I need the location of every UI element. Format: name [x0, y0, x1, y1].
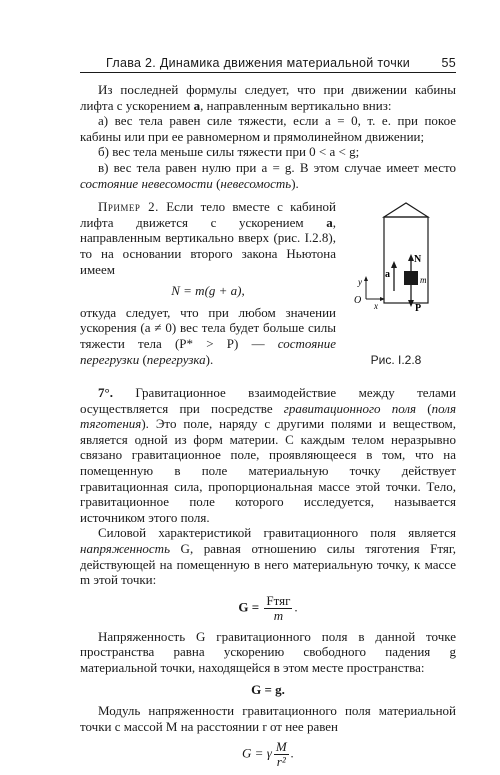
example-paragraph: Пример 2. Если тело вместе с кабиной лифта движется с ускорением a, направленным вертикально вверх (рис. I.2.8), то на основании второго закона Ньютона имеем — [80, 199, 336, 277]
field-strength-paragraph: Силовой характеристикой гравитационного поля является напряженность G, равная отношению силы тяготения Fтяг, действующей на помещенную в него материальную точку, к массе m этой точки: — [80, 525, 456, 588]
modulus-paragraph: Модуль напряженности гравитационного поля материальной точки с массой M на расстоянии r от нее равен — [80, 703, 456, 734]
elevator-diagram — [336, 199, 456, 349]
example-label: Пример 2. — [98, 199, 159, 215]
label-O: O — [354, 295, 362, 307]
label-x: x — [374, 301, 378, 312]
field-equals-g-paragraph: Напряженность G гравитационного поля в данной точке пространства равна ускорению свободного падения g материальной точки, находящейся в этом месте пространства: — [80, 628, 456, 675]
label-P: P — [415, 303, 422, 315]
page-body — [80, 82, 456, 775]
formula-N: N = m(g + a), — [171, 283, 245, 299]
formula-G-g: G = g. — [251, 681, 285, 697]
page-number: 55 — [441, 56, 456, 70]
chapter-title: Глава 2. Динамика движения материальной точки — [106, 56, 411, 70]
case-c: в) вес тела равен нулю при a = g. В этом случае имеет место состояние невесомости (невесомость). — [80, 159, 456, 191]
label-y: y — [358, 277, 362, 288]
case-b: б) вес тела меньше силы тяжести при 0 < a < g; — [98, 144, 360, 160]
formula-G-gamma: G = γ $\frac{M}{\text{r²}}$ . — [242, 739, 294, 770]
section-7-intro: 7°. Гравитационное взаимодействие между телами осуществляется при посредстве гравитационного поля (поля тяготения). Это поле, наряду с другими полями и веществом, является одной из форм материи. С каждым телом неразрывно связано гравитационное поле, проявляющееся в том, что на помещенную в поле материальную точку действует гравитационная сила, пропорциональная массе этой точки. Тело, гравитационное поле которого исследуется, называется источником этого поля. — [80, 385, 456, 525]
example-block — [80, 199, 456, 367]
label-m: m — [420, 275, 427, 286]
intro-paragraph: Из последней формулы следует, что при движении кабины лифта с ускорением a, направленным вертикально вниз: — [80, 82, 456, 113]
figure-caption: Рис. I.2.8 — [370, 353, 422, 368]
figure-elevator — [336, 199, 456, 367]
label-N: N — [414, 254, 422, 266]
label-a: a — [385, 269, 390, 281]
example-conclusion: откуда следует, что при любом значении ускорения (a ≠ 0) вес тела будет больше силы тяжести тела (P* > P) — состояние перегрузки (перегрузка). — [80, 304, 336, 367]
running-header — [80, 52, 456, 73]
case-a: а) вес тела равен силе тяжести, если a = 0, т. е. при покое кабины или при ее равномерном и прямолинейном движении; — [80, 113, 456, 144]
formula-G-F: G = $\frac{\text{Fтяг}}{m}$ . — [238, 592, 298, 623]
section-7 — [80, 385, 456, 769]
